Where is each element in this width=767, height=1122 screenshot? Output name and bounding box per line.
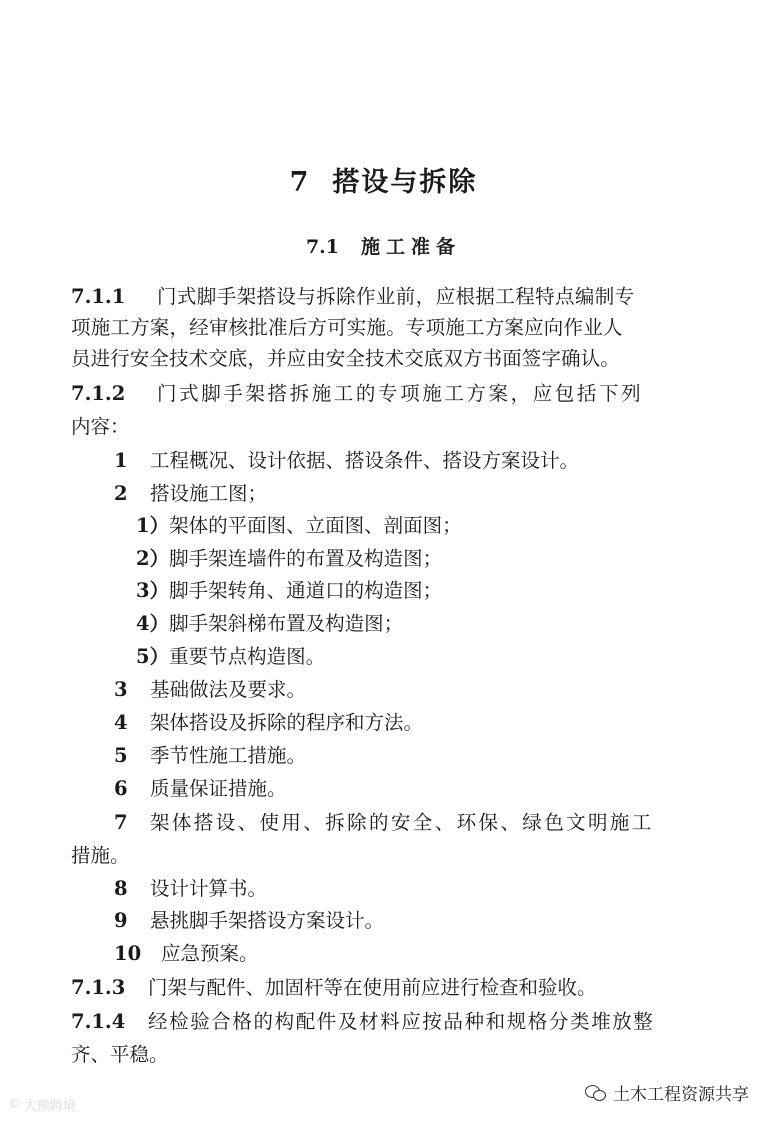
list-item-7 [114, 813, 654, 833]
item-text: 搭设施工图； [150, 482, 268, 505]
sub-item-text: 脚手架连墙件的布置及构造图； [169, 547, 443, 570]
clause-7-1-1-line-3: 员进行安全技术交底，并应由安全技术交底双方书面签字确认。 [71, 347, 620, 370]
clause-number: 7.1.1 [71, 285, 126, 308]
list-item-2 [114, 484, 267, 504]
item-number: 6 [114, 777, 128, 800]
list-item-1 [114, 451, 579, 471]
clause-number: 7.1.3 [71, 976, 126, 999]
item-number: 10 [114, 942, 142, 965]
clause-text: 门式脚手架搭拆施工的专项施工方案，应包括下列 [157, 382, 644, 405]
sub-item-2 [136, 549, 442, 569]
list-item-9 [114, 911, 384, 931]
sub-item-5 [136, 647, 325, 667]
copyright-mark-icon: © [8, 1097, 21, 1112]
chapter-heading [0, 160, 767, 199]
item-text: 季节性施工措施。 [150, 744, 307, 767]
item-number: 4 [114, 711, 128, 734]
item-number: 5 [114, 744, 128, 767]
sub-item-number: 3） [136, 579, 170, 602]
list-item-6 [114, 779, 287, 799]
sub-item-1 [136, 516, 462, 536]
sub-item-text: 脚手架转角、通道口的构造图； [169, 579, 443, 602]
clause-7-1-1-line-1 [71, 287, 635, 307]
item-text: 架体搭设、使用、拆除的安全、环保、绿色文明施工 [150, 811, 654, 834]
clause-text: 经检验合格的构配件及材料应按品种和规格分类堆放整 [148, 1010, 655, 1033]
section-heading [0, 232, 767, 259]
item-number: 1 [114, 449, 128, 472]
section-number: 7.1 [305, 236, 340, 258]
sub-item-number: 4） [136, 612, 170, 635]
item-text: 基础做法及要求。 [150, 678, 307, 701]
clause-text: 门式脚手架搭设与拆除作业前，应根据工程特点编制专 [157, 285, 635, 308]
sub-item-number: 1） [136, 514, 170, 537]
list-item-10 [114, 944, 259, 964]
sub-item-text: 重要节点构造图。 [169, 645, 326, 668]
section-title: 施工准备 [361, 236, 462, 258]
clause-number: 7.1.4 [71, 1010, 126, 1033]
watermark-account-name: 土木工程资源共享 [613, 1085, 749, 1105]
sub-item-3 [136, 581, 442, 601]
item-text: 应急预案。 [161, 942, 259, 965]
list-item-7-continuation: 措施。 [71, 844, 130, 867]
item-number: 9 [114, 909, 128, 932]
item-text: 架体搭设及拆除的程序和方法。 [150, 711, 424, 734]
item-text: 悬挑脚手架搭设方案设计。 [150, 909, 385, 932]
wechat-icon [585, 1085, 607, 1101]
clause-7-1-2-line-1 [71, 384, 643, 404]
item-text: 质量保证措施。 [150, 777, 287, 800]
chapter-title: 搭设与拆除 [332, 167, 478, 198]
sub-item-text: 脚手架斜梯布置及构造图； [169, 612, 404, 635]
item-number: 3 [114, 678, 128, 701]
list-item-8 [114, 879, 267, 899]
clause-text: 门架与配件、加固杆等在使用前应进行检查和验收。 [148, 976, 597, 999]
list-item-5 [114, 746, 306, 766]
sub-item-number: 2） [136, 547, 170, 570]
clause-7-1-3 [71, 978, 597, 998]
list-item-4 [114, 713, 423, 733]
wechat-account-watermark [585, 1080, 749, 1105]
list-item-3 [114, 680, 306, 700]
clause-7-1-1-line-2: 项施工方案，经审核批准后方可实施。专项施工方案应向作业人 [71, 316, 623, 339]
clause-number: 7.1.2 [71, 382, 126, 405]
item-number: 8 [114, 877, 128, 900]
item-text: 工程概况、设计依据、搭设条件、搭设方案设计。 [150, 449, 580, 472]
item-number: 2 [114, 482, 128, 505]
corner-watermark-text: 大熊跨境 [24, 1099, 77, 1114]
item-text: 设计计算书。 [150, 877, 268, 900]
clause-7-1-4-line-2: 齐、平稳。 [71, 1043, 169, 1066]
sub-item-text: 架体的平面图、立面图、剖面图； [169, 514, 462, 537]
corner-watermark [8, 1095, 76, 1114]
chapter-number: 7 [289, 167, 311, 198]
item-number: 7 [114, 811, 128, 834]
sub-item-number: 5） [136, 645, 170, 668]
clause-7-1-2-line-2: 内容： [71, 415, 130, 438]
clause-7-1-4-line-1 [71, 1012, 654, 1032]
sub-item-4 [136, 614, 403, 634]
